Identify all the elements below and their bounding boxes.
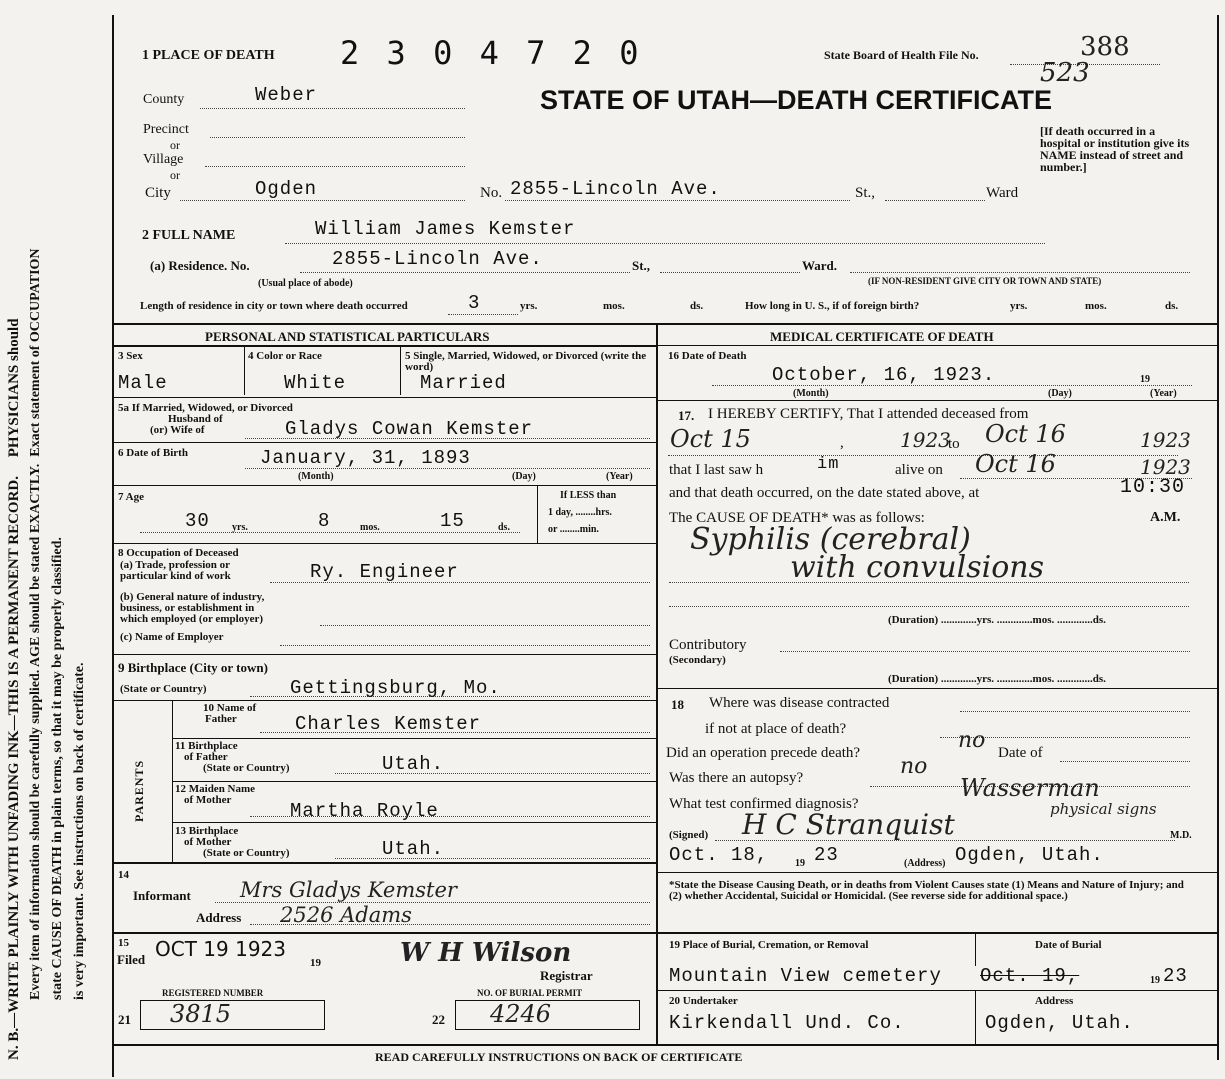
row-line-8	[172, 781, 656, 782]
attend-from-comma: ,	[840, 435, 844, 451]
street-line	[505, 200, 850, 201]
father-bp-label-2: of Father	[184, 751, 228, 763]
alive-date: Oct 16	[975, 450, 1056, 478]
alive-year: 1923	[1140, 455, 1191, 479]
cause-line-2: with convulsions	[790, 550, 1045, 585]
dob-label: 6 Date of Birth	[118, 447, 188, 459]
field-22-label: 22	[432, 1012, 445, 1027]
left-border	[112, 15, 114, 1077]
footer-divider	[112, 1044, 1219, 1046]
father-label-1: 10 Name of	[203, 702, 257, 714]
undertaker-address-label: Address	[1035, 995, 1074, 1007]
spouse-label-1: 5a If Married, Widowed, or Divorced	[118, 402, 293, 414]
burial-place-label: 19 Place of Burial, Cremation, or Removal	[669, 939, 869, 951]
burial-date-label: Date of Burial	[1035, 939, 1102, 951]
precinct-label: Precinct	[143, 122, 189, 137]
mother-bp-label-1: 13 Birthplace	[175, 825, 239, 837]
med-row-line-3	[656, 872, 1218, 873]
sign-date: Oct. 18,	[669, 844, 769, 866]
age-label: 7 Age	[118, 491, 144, 503]
color-value: White	[284, 372, 347, 394]
burial-date-divider	[975, 932, 976, 966]
certify-text: I HEREBY CERTIFY, That I attended deceased from	[708, 406, 1029, 422]
residence-st-line	[660, 272, 800, 273]
burial-permit-label: NO. OF BURIAL PERMIT	[477, 988, 583, 998]
or-2: or	[170, 168, 180, 182]
or-min-label: or ........min.	[548, 524, 599, 535]
burial-year-value: 23	[1163, 965, 1188, 987]
county-value: Weber	[255, 84, 318, 106]
color-divider	[400, 345, 401, 395]
md-label: M.D.	[1170, 830, 1192, 841]
sign-year: 23	[814, 844, 839, 866]
age-mos-label: mos.	[360, 522, 380, 533]
sex-value: Male	[118, 372, 168, 394]
length-ds-label: ds.	[690, 300, 704, 312]
am-label: A.M.	[1150, 510, 1181, 525]
burial-19: 19	[1150, 975, 1160, 986]
color-label: 4 Color or Race	[248, 350, 322, 362]
row-line-1	[114, 397, 656, 398]
age-years: 30	[185, 510, 210, 532]
q18-number: 18	[671, 697, 684, 712]
dod-year: (Year)	[1150, 388, 1177, 399]
cause-line-1: Syphilis (cerebral)	[690, 522, 971, 557]
sign-address-value: Ogden, Utah.	[955, 844, 1104, 866]
county-label: County	[143, 92, 185, 107]
certificate-number: 2 3 0 4 7 2 0	[340, 34, 643, 72]
full-name-value: William James Kemster	[315, 218, 576, 240]
village-label: Village	[143, 152, 184, 167]
undertaker-divider	[975, 990, 976, 1044]
sex-divider	[244, 345, 245, 395]
full-name-line	[285, 243, 1045, 244]
sex-label: 3 Sex	[118, 350, 143, 362]
mother-bp-value: Utah.	[382, 838, 445, 860]
duration-1: (Duration) .............yrs. .............mos. .............ds.	[888, 614, 1106, 626]
filed-19: 19	[310, 957, 321, 969]
registered-number-label: REGISTERED NUMBER	[162, 988, 264, 998]
autopsy-answer: no	[900, 754, 928, 779]
spouse-label-2: Husband of	[168, 413, 223, 425]
informant-value: Mrs Gladys Kemster	[240, 878, 457, 902]
right-border	[1217, 15, 1219, 1060]
margin-line-4: is very important. See instructions on back of certificate.	[72, 662, 87, 1000]
column-divider	[656, 323, 658, 1044]
dob-month: (Month)	[298, 471, 334, 482]
non-resident-label: (IF NON-RESIDENT GIVE CITY OR TOWN AND STATE)	[868, 276, 1102, 286]
where-contracted-label-2: if not at place of death?	[705, 721, 847, 737]
age-yrs-label: yrs.	[232, 522, 248, 533]
residence-label: (a) Residence. No.	[150, 258, 250, 273]
birthplace-state-label: (State or Country)	[120, 683, 207, 695]
personal-heading-line	[114, 345, 656, 347]
death-time: 10:30	[1120, 476, 1186, 499]
cause-line-a	[669, 582, 1189, 583]
registrar-signature: W H Wilson	[400, 938, 572, 968]
medical-heading: MEDICAL CERTIFICATE OF DEATH	[770, 329, 994, 344]
dob-day: (Day)	[512, 471, 536, 482]
section-divider	[112, 323, 1219, 325]
attend-from-year: 1923	[900, 428, 951, 452]
city-line	[180, 200, 465, 201]
informant-address-value: 2526 Adams	[280, 903, 412, 927]
spouse-value: Gladys Cowan Kemster	[285, 418, 534, 440]
foreign-ds-label: ds.	[1165, 300, 1179, 312]
burial-date-value: Oct. 19,	[980, 965, 1080, 987]
footer-instructions: READ CAREFULLY INSTRUCTIONS ON BACK OF CERTIFICATE	[375, 1050, 743, 1064]
residence-ward-line	[850, 272, 1190, 273]
attend-to-label: to	[948, 436, 960, 452]
dod-day: (Day)	[1048, 388, 1072, 399]
occupation-c: (c) Name of Employer	[120, 631, 224, 643]
employer-line	[280, 645, 650, 646]
ward-label: Ward	[986, 185, 1019, 201]
test-answer-2: physical signs	[1050, 800, 1157, 818]
st-label: St.,	[855, 185, 876, 201]
occupation-b-line	[320, 625, 650, 626]
signed-label: (Signed)	[669, 829, 709, 841]
occupation-b1: (b) General nature of industry,	[120, 591, 265, 603]
certify-number: 17.	[678, 408, 695, 423]
attend-from-date: Oct 15	[670, 425, 751, 453]
undertaker-label: 20 Undertaker	[669, 995, 738, 1007]
street-value: 2855-Lincoln Ave.	[510, 178, 721, 200]
mother-label-2: of Mother	[184, 794, 232, 806]
informant-address-label: Address	[196, 910, 242, 925]
dob-value: January, 31, 1893	[260, 447, 471, 469]
age-line	[140, 532, 520, 533]
margin-line-1: N. B.—WRITE PLAINLY WITH UNFADING INK—THIS IS A PERMANENT RECORD. PHYSICIANS should	[6, 318, 22, 1060]
row-line-4	[114, 543, 656, 544]
filed-number: 15	[118, 937, 129, 949]
where-contracted-label: Where was disease contracted	[709, 695, 890, 711]
father-bp-value: Utah.	[382, 753, 445, 775]
father-bp-label-3: (State or Country)	[203, 762, 290, 774]
occupation-a-label: (a) Trade, profession or	[120, 559, 230, 571]
full-name-label: 2 FULL NAME	[142, 228, 236, 243]
med-row-line-1	[656, 400, 1218, 401]
duration-2: (Duration) .............yrs. .............mos. .............ds.	[888, 673, 1106, 685]
residence-value: 2855-Lincoln Ave.	[332, 248, 543, 270]
father-label-2: Father	[205, 713, 237, 725]
or-1: or	[170, 138, 180, 152]
father-value: Charles Kemster	[295, 713, 482, 735]
age-days: 15	[440, 510, 465, 532]
cause-line-b	[669, 606, 1189, 607]
foreign-mos-label: mos.	[1085, 300, 1107, 312]
occupation-b2: business, or establishment in	[120, 602, 255, 614]
disease-note: *State the Disease Causing Death, or in deaths from Violent Causes state (1) Means and Nature of Injury; and (2) whether Accidental, Suicidal or Homicidal. (See reverse side for additional space.)	[669, 879, 1184, 902]
mother-label-1: 12 Maiden Name	[175, 783, 256, 795]
signed-value: H C Stranquist	[742, 808, 955, 841]
occupation-a2-label: particular kind of work	[120, 570, 231, 582]
test-label: What test confirmed diagnosis?	[669, 796, 859, 812]
attend-from-line	[668, 455, 1178, 456]
cause-label: The CAUSE OF DEATH* was as follows:	[669, 510, 925, 526]
length-yrs-label: yrs.	[520, 300, 538, 312]
place-of-death-label: 1 PLACE OF DEATH	[142, 48, 275, 63]
occupation-label: 8 Occupation of Deceased	[118, 547, 239, 559]
age-ds-label: ds.	[498, 522, 510, 533]
foreign-birth-label: How long in U. S., if of foreign birth?	[745, 300, 920, 312]
row-line-6	[114, 700, 656, 701]
sign-address-label: (Address)	[904, 858, 946, 869]
burial-permit-value: 4246	[490, 1000, 552, 1028]
burial-place-value: Mountain View cemetery	[669, 965, 942, 987]
autopsy-label: Was there an autopsy?	[669, 770, 804, 786]
attend-to-date: Oct 16	[985, 420, 1066, 448]
undertaker-value: Kirkendall Und. Co.	[669, 1012, 905, 1034]
less-than-label: If LESS than	[560, 490, 617, 501]
contributory-label: Contributory	[669, 637, 747, 653]
contributory-line	[780, 651, 1190, 652]
street-no-label: No.	[480, 185, 503, 201]
operation-answer: no	[958, 728, 986, 753]
one-day-label: 1 day, ........hrs.	[548, 507, 612, 518]
last-saw-him: im	[817, 455, 840, 474]
village-line	[205, 166, 465, 167]
occupation-value: Ry. Engineer	[310, 561, 459, 583]
row-line-10	[114, 862, 656, 864]
age-months: 8	[318, 510, 331, 532]
length-residence-line	[448, 314, 518, 315]
city-value: Ogden	[255, 178, 318, 200]
row-line-11	[114, 932, 656, 934]
length-residence-label: Length of residence in city or town where death occurred	[140, 300, 408, 312]
personal-heading: PERSONAL AND STATISTICAL PARTICULARS	[205, 329, 490, 344]
ward-line	[885, 200, 985, 201]
father-bp-label-1: 11 Birthplace	[175, 740, 238, 752]
foreign-yrs-label: yrs.	[1010, 300, 1028, 312]
filed-date-stamp: OCT 19 1923	[155, 937, 286, 961]
less-than-divider	[537, 485, 538, 543]
marital-label: 5 Single, Married, Widowed, or Divorced (write the word)	[405, 350, 647, 373]
file-no-label: State Board of Health File No.	[824, 48, 979, 62]
undertaker-address-value: Ogden, Utah.	[985, 1012, 1134, 1034]
med-row-line-5	[656, 990, 1218, 991]
dod-month: (Month)	[793, 388, 829, 399]
row-line-7	[172, 738, 656, 739]
mother-bp-label-2: of Mother	[184, 836, 232, 848]
informant-label: Informant	[133, 888, 191, 903]
secondary-label: (Secondary)	[669, 654, 726, 666]
mother-value: Martha Royle	[290, 800, 439, 822]
attend-to-year: 1923	[1140, 428, 1191, 452]
length-residence-years: 3	[468, 292, 481, 314]
alive-on-text: alive on	[895, 462, 943, 478]
row-line-5	[114, 654, 656, 655]
death-occurred-text: and that death occurred, on the date stated above, at	[669, 485, 980, 501]
margin-line-2: Every item of information should be carefully supplied. AGE should be stated EXACTLY. Exact statement of OCCUPATION	[28, 248, 43, 1000]
county-line	[200, 108, 465, 109]
margin-line-3: state CAUSE OF DEATH in plain terms, so that it may be properly classified.	[50, 537, 65, 1000]
date-of-label: Date of	[998, 745, 1043, 761]
registered-number-box	[140, 1000, 325, 1030]
med-row-line-4	[656, 932, 1218, 934]
dod-label: 16 Date of Death	[668, 350, 747, 362]
certificate-title: STATE OF UTAH—DEATH CERTIFICATE	[540, 85, 1052, 115]
registered-number-value: 3815	[170, 1000, 232, 1028]
file-no-value-2: 523	[1040, 58, 1090, 88]
sign-19: 19	[795, 858, 805, 869]
birthplace-value: Gettingsburg, Mo.	[290, 677, 501, 699]
filed-label: Filed	[117, 952, 146, 967]
where-contracted-line	[960, 711, 1190, 712]
dob-year: (Year)	[606, 471, 633, 482]
medical-heading-line	[656, 345, 1218, 346]
last-saw-text: that I last saw h	[669, 462, 764, 478]
operation-label: Did an operation precede death?	[666, 745, 861, 761]
occupation-b3: which employed (or employer)	[120, 613, 264, 625]
row-line-2	[114, 442, 656, 443]
length-mos-label: mos.	[603, 300, 625, 312]
dod-value: October, 16, 1923.	[772, 364, 996, 386]
dod-19: 19	[1140, 374, 1150, 385]
spouse-label-3: (or) Wife of	[150, 424, 205, 436]
med-row-line-2	[656, 688, 1218, 689]
field-21-label: 21	[118, 1012, 131, 1027]
test-answer: Wasserman	[960, 774, 1100, 802]
city-label: City	[145, 185, 171, 201]
marital-value: Married	[420, 372, 507, 394]
hospital-note: [If death occurred in a hospital or institution give its NAME instead of street and number.]	[1040, 124, 1190, 174]
date-of-line	[1060, 761, 1190, 762]
registrar-label: Registrar	[540, 968, 593, 983]
row-line-3	[114, 485, 656, 486]
informant-number: 14	[118, 869, 129, 881]
usual-abode-label: (Usual place of abode)	[258, 278, 353, 289]
mother-bp-label-3: (State or Country)	[203, 847, 290, 859]
residence-ward-label: Ward.	[802, 258, 838, 273]
file-no-value: 388	[1080, 32, 1130, 62]
birthplace-label: 9 Birthplace (City or town)	[118, 660, 268, 675]
residence-line	[300, 272, 630, 273]
row-line-9	[172, 822, 656, 823]
parents-label: PARENTS	[132, 759, 146, 822]
precinct-line	[210, 137, 465, 138]
residence-st-label: St.,	[632, 258, 651, 273]
